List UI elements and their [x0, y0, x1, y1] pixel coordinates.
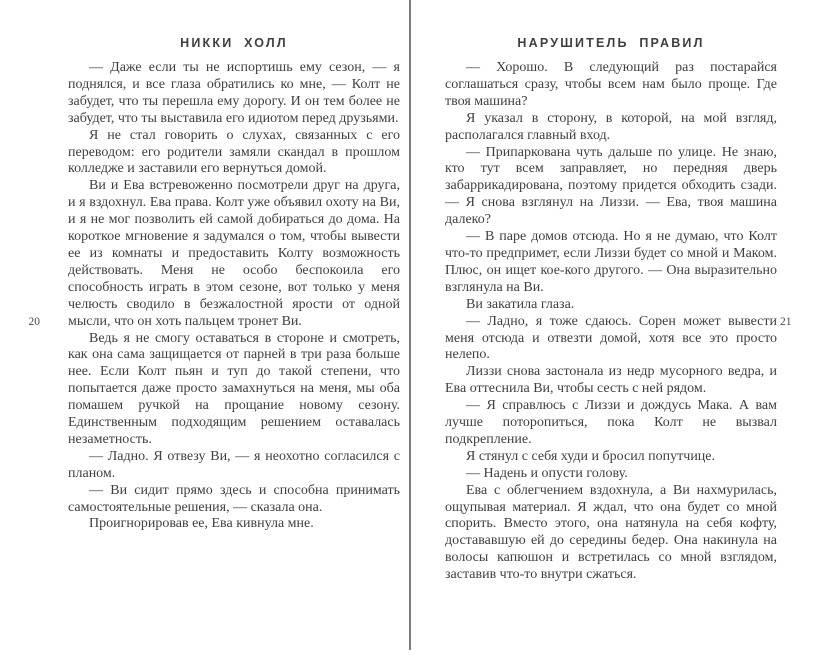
paragraph: Лиззи снова застонала из недр мусорного ведра, и Ева оттеснила Ви, чтобы сесть с ней рядом. — [445, 364, 777, 397]
paragraph: Проигнорировав ее, Ева кивнула мне. — [89, 516, 314, 532]
right-page-text — [445, 60, 777, 584]
paragraph: — Даже если ты не испортишь ему сезон, — я поднялся, и все глаза обратились ко мне, — Колт не забудет, что ты перешла ему дорогу. И он тем более не забудет, что ты выставила его идиотом перед друзьями. — [68, 60, 400, 126]
left-page-text — [68, 60, 400, 533]
paragraph: — Ладно. Я отвезу Ви, — я неохотно согласился с планом. — [68, 448, 400, 481]
paragraph: Я указал в сторону, в которой, на мой взгляд, располагался главный вход. — [445, 110, 777, 143]
paragraph: Ви закатила глаза. — [466, 296, 575, 312]
page-number-left: 20 — [28, 316, 40, 328]
left-page — [0, 0, 409, 655]
paragraph: Я стянул с себя худи и бросил попутчице. — [466, 448, 716, 464]
running-header-right: НАРУШИТЕЛЬ ПРАВИЛ — [517, 36, 705, 50]
paragraph: — Припаркована чуть дальше по улице. Не знаю, кто тут всем заправляет, но передняя дверь забаррикадирована, поэтому придется обходить сзади. — Я снова взглянул на Лиззи. — Ева, твоя машина далеко? — [445, 144, 777, 228]
running-header-left: НИККИ ХОЛЛ — [180, 36, 288, 50]
page-number-right: 21 — [780, 316, 792, 328]
paragraph: — Надень и опусти голову. — [466, 465, 628, 481]
paragraph: — В паре домов отсюда. Но я не думаю, что Колт что-то предпримет, если Лиззи будет со мной и Маком. Плюс, он ищет кое-кого другого. — Она выразительно взглянула на Ви. — [445, 229, 777, 295]
paragraph: Ведь я не смогу оставаться в стороне и смотреть, как она сама защищается от парней в три раза больше нее. Если Колт пьян и туп до такой степени, что попытается даже просто замахнуться на меня, мы оба помашем ручкой на прощание новому сезону. Единственным подходящим решением оставалась незаметность. — [68, 330, 400, 447]
paragraph: — Я справлюсь с Лиззи и дождусь Мака. А вам лучше поторопиться, пока Колт не вызвал подкрепление. — [445, 398, 777, 447]
paragraph: Ви и Ева встревоженно посмотрели друг на друга, и я вздохнул. Ева права. Колт уже объявил охоту на Ви, и я не мог позволить ей самой добираться до дома. На короткое мгновение я задумался о том, чтобы вывести ее из комнаты и предоставить Колту возможность действовать. Меня не особо беспокоила его способность играть в этом сезоне, вот только у меня челюсть сводило в безжалостной ярости от одной мысли, что он хоть пальцем тронет Ви. — [68, 178, 400, 329]
paragraph: — Ви сидит прямо здесь и способна принимать самостоятельные решения, — сказала она. — [68, 482, 400, 515]
right-page — [411, 0, 820, 655]
paragraph: — Ладно, я тоже сдаюсь. Сорен может вывести меня отсюда и отвезти домой, хотя все это просто нелепо. — [445, 313, 777, 363]
paragraph: Ева с облегчением вздохнула, а Ви нахмурилась, ощупывая материал. Я ждал, что она будет со мной спорить. Вместо этого, она натянула на себя кофту, достававшую ей до середины бедер. Она накинула на волосы капюшон и встретилась со мной взглядом, заставив что-то внутри сжаться. — [445, 482, 777, 583]
paragraph: Я не стал говорить о слухах, связанных с его переводом: его родители замяли скандал в прошлом колледже и заставили его вернуться домой. — [68, 127, 400, 177]
paragraph: — Хорошо. В следующий раз постарайся соглашаться сразу, чтобы всем нам было проще. Где твоя машина? — [445, 60, 777, 109]
